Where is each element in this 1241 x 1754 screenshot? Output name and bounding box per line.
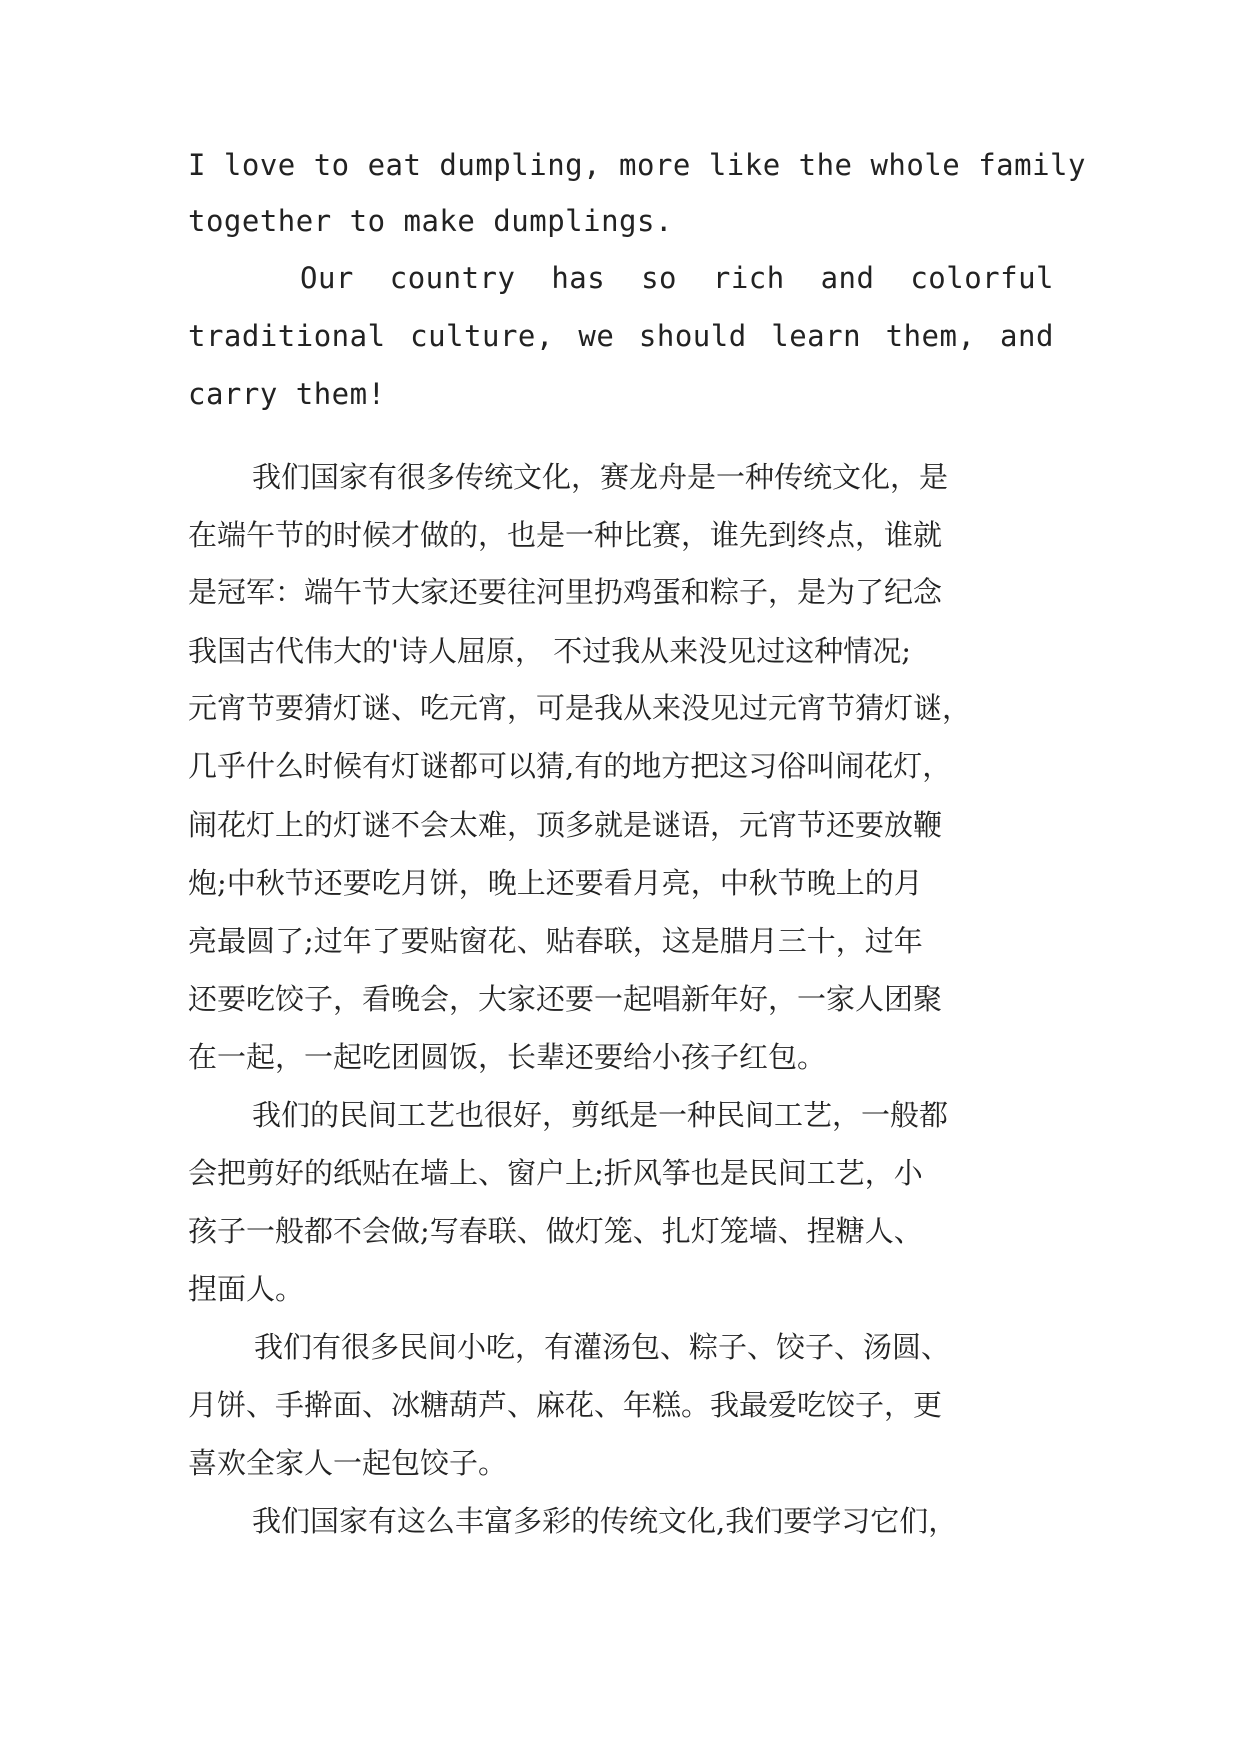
word: rich xyxy=(712,261,785,295)
paragraph-line: 闹花灯上的灯谜不会太难，顶多就是谜语，元宵节还要放鞭 xyxy=(188,808,943,842)
paragraph-line: 是冠军：端午节大家还要往河里扔鸡蛋和粽子，是为了纪念 xyxy=(188,575,943,609)
word: so xyxy=(641,261,677,295)
word: and xyxy=(1000,319,1054,353)
paragraph-line-justified xyxy=(300,261,1054,295)
paragraph-line: 在一起，一起吃团圆饭，长辈还要给小孩子红包。 xyxy=(188,1040,827,1074)
word: learn xyxy=(771,319,862,353)
word: Our xyxy=(300,261,354,295)
paragraph-line: 在端午节的时候才做的，也是一种比赛，谁先到终点，谁就 xyxy=(188,518,943,552)
paragraph-line: 我们国家有很多传统文化，赛龙舟是一种传统文化，是 xyxy=(252,460,949,494)
word: them, xyxy=(885,319,976,353)
paragraph-line: 还要吃饺子，看晚会，大家还要一起唱新年好，一家人团聚 xyxy=(188,982,943,1016)
paragraph-line-justified xyxy=(188,319,1054,353)
word: culture, xyxy=(410,319,554,353)
word: should xyxy=(638,319,747,353)
paragraph-line: 亮最圆了;过年了要贴窗花、贴春联，这是腊月三十，过年 xyxy=(188,924,923,958)
paragraph-line: together to make dumplings. xyxy=(188,204,673,238)
paragraph-line: 我们国家有这么丰富多彩的传统文化,我们要学习它们， xyxy=(252,1504,958,1538)
paragraph-line: I love to eat dumpling, more like the whole family xyxy=(188,148,1086,182)
paragraph-line: 我们有很多民间小吃，有灌汤包、粽子、饺子、汤圆、 xyxy=(254,1330,951,1364)
paragraph-line: 几乎什么时候有灯谜都可以猜,有的地方把这习俗叫闹花灯， xyxy=(188,749,952,783)
word: traditional xyxy=(188,319,386,353)
paragraph-line: 月饼、手擀面、冰糖葫芦、麻花、年糕。我最爱吃饺子，更 xyxy=(188,1388,943,1422)
paragraph-line: carry them! xyxy=(188,377,386,411)
word: we xyxy=(578,319,615,353)
word: country xyxy=(389,261,516,295)
paragraph-line: 元宵节要猜灯谜、吃元宵，可是我从来没见过元宵节猜灯谜， xyxy=(188,691,972,725)
paragraph-line: 我们的民间工艺也很好，剪纸是一种民间工艺，一般都 xyxy=(252,1098,949,1132)
paragraph-line: 我国古代伟大的'诗人屈原， 不过我从来没见过这种情况; xyxy=(188,634,911,668)
paragraph-line: 会把剪好的纸贴在墙上、窗户上;折风筝也是民间工艺，小 xyxy=(188,1156,923,1190)
paragraph-line: 捏面人。 xyxy=(188,1272,305,1306)
paragraph-line: 炮;中秋节还要吃月饼，晚上还要看月亮，中秋节晚上的月 xyxy=(188,866,923,900)
paragraph-line: 喜欢全家人一起包饺子。 xyxy=(188,1446,508,1480)
paragraph-line: 孩子一般都不会做;写春联、做灯笼、扎灯笼墙、捏糖人、 xyxy=(188,1214,923,1248)
word: colorful xyxy=(910,261,1054,295)
word: and xyxy=(820,261,875,295)
word: has xyxy=(551,261,606,295)
